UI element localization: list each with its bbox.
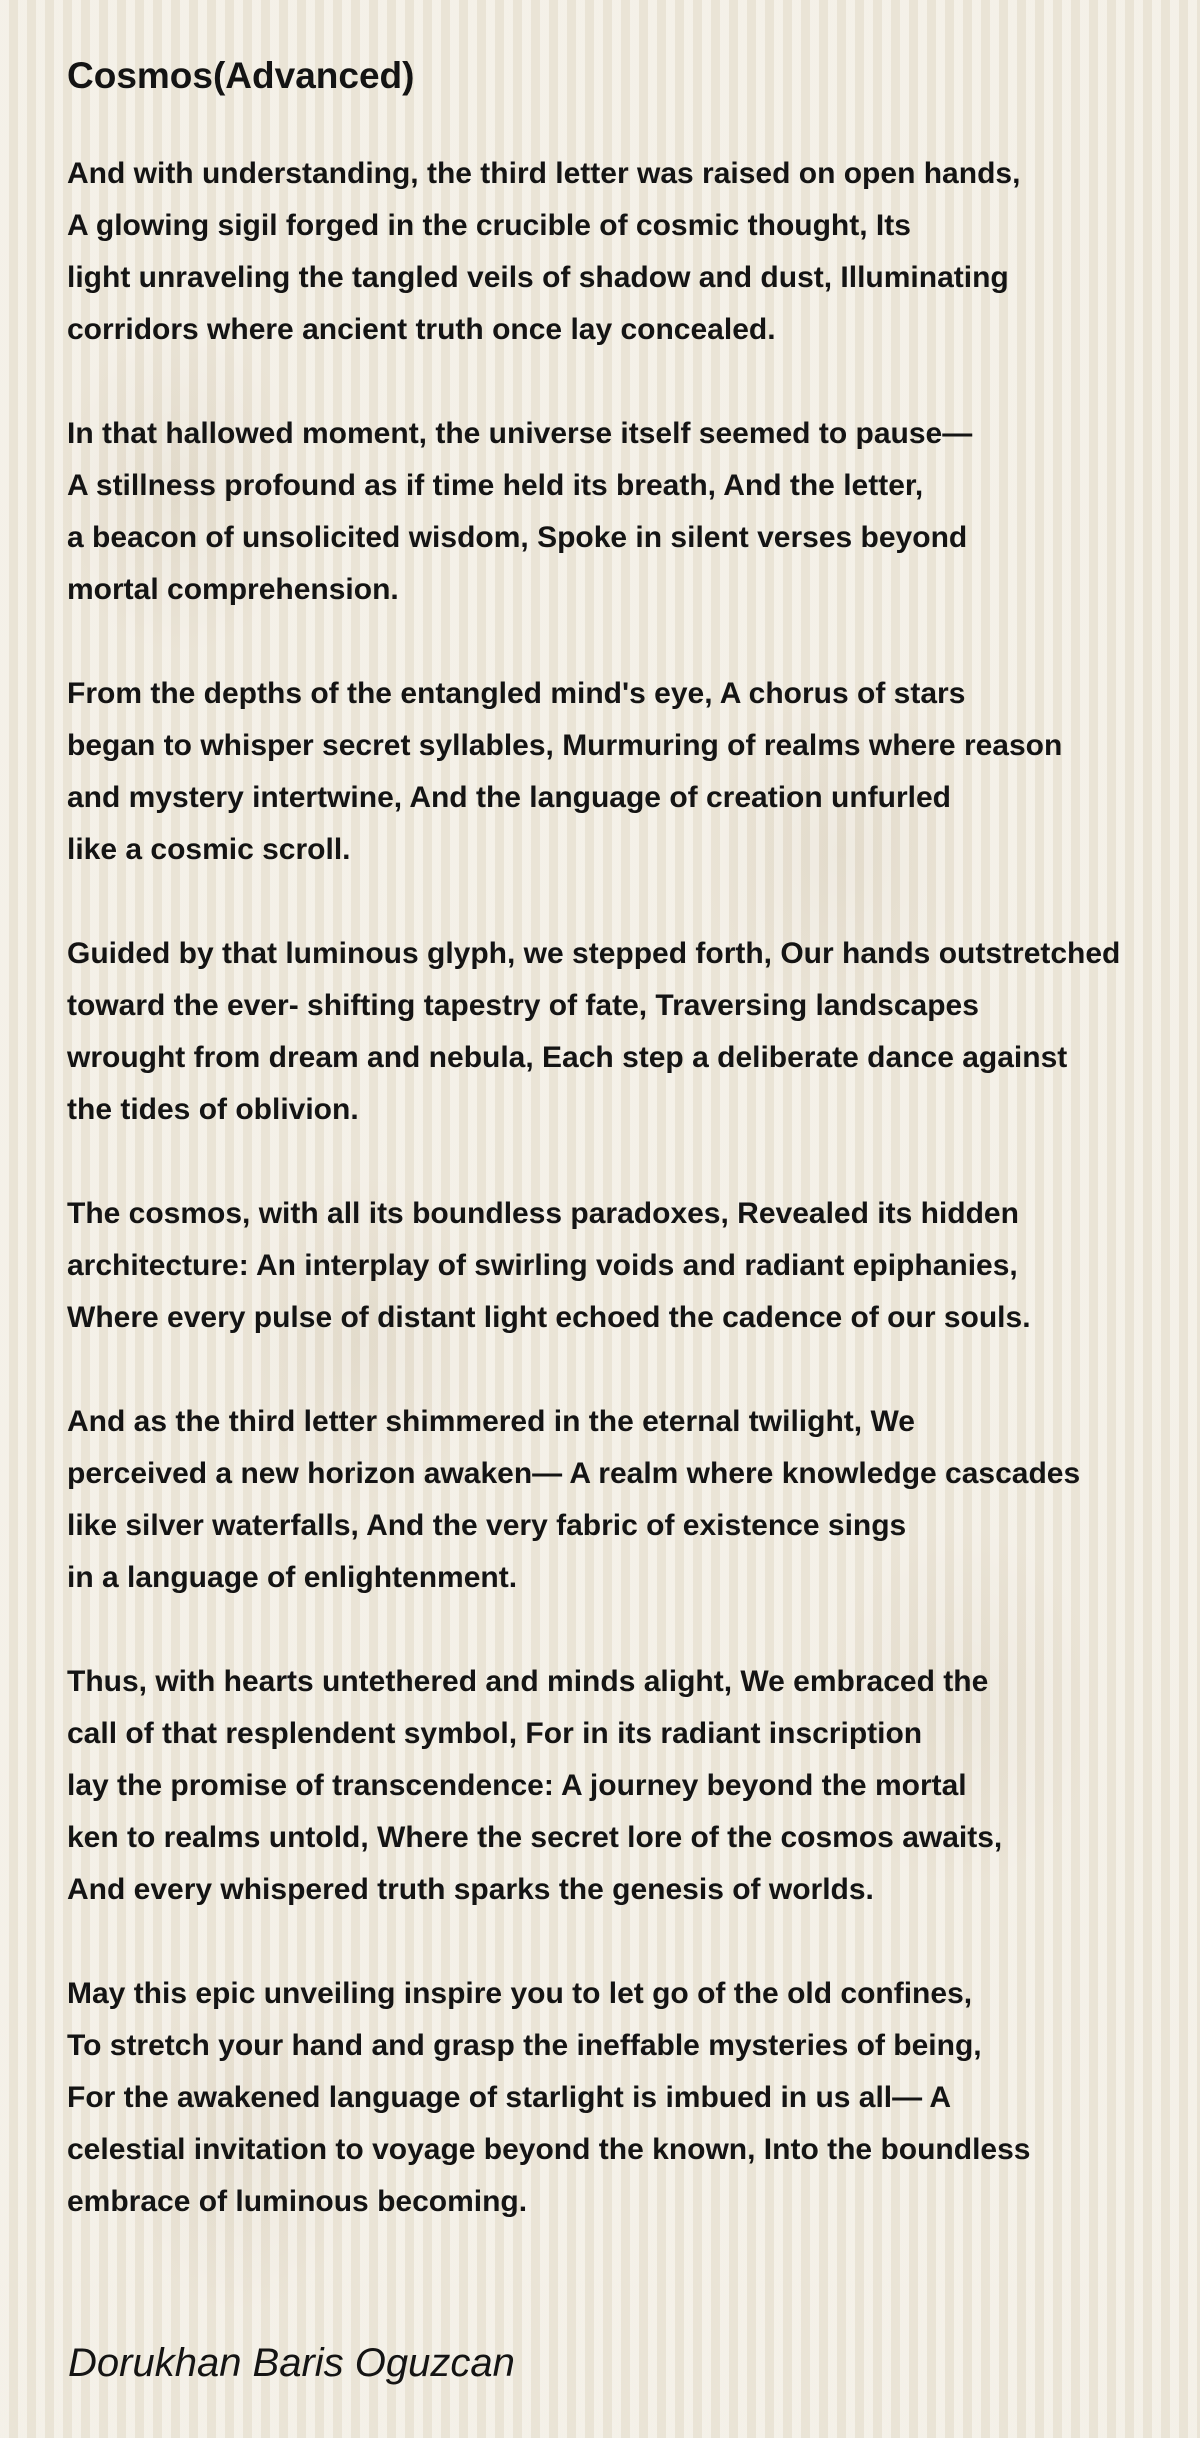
poem-line: And every whispered truth sparks the genesis of worlds. bbox=[67, 1873, 874, 1906]
poem-line: like a cosmic scroll. bbox=[67, 833, 351, 866]
poem-line: From the depths of the entangled mind's eye, A chorus of stars bbox=[67, 677, 966, 710]
poem-line: light unraveling the tangled veils of shadow and dust, Illuminating bbox=[67, 261, 1009, 294]
poem-line: And with understanding, the third letter was raised on open hands, bbox=[67, 157, 1021, 190]
poem-line: a beacon of unsolicited wisdom, Spoke in silent verses beyond bbox=[67, 521, 968, 554]
poem-line: And as the third letter shimmered in the eternal twilight, We bbox=[67, 1405, 915, 1438]
poem-line: toward the ever- shifting tapestry of fate, Traversing landscapes bbox=[67, 989, 979, 1022]
poem-title: Cosmos(Advanced) bbox=[67, 55, 415, 96]
poem-line: mortal comprehension. bbox=[67, 573, 399, 606]
poem-line: For the awakened language of starlight is imbued in us all— A bbox=[67, 2081, 952, 2114]
poem-line: The cosmos, with all its boundless paradoxes, Revealed its hidden bbox=[67, 1197, 1019, 1230]
poem-line: May this epic unveiling inspire you to let go of the old confines, bbox=[67, 1977, 973, 2010]
poem-line: like silver waterfalls, And the very fabric of existence sings bbox=[67, 1509, 907, 1542]
stanza bbox=[67, 1968, 1200, 2228]
poem-line: Where every pulse of distant light echoed the cadence of our souls. bbox=[67, 1301, 1031, 1334]
stanza bbox=[67, 668, 1200, 876]
poem-line: celestial invitation to voyage beyond the known, Into the boundless bbox=[67, 2133, 1031, 2166]
poem-line: Thus, with hearts untethered and minds alight, We embraced the bbox=[67, 1665, 989, 1698]
poem-line: ken to realms untold, Where the secret lore of the cosmos awaits, bbox=[67, 1821, 1003, 1854]
poem-line: In that hallowed moment, the universe itself seemed to pause— bbox=[67, 417, 973, 450]
poem-body bbox=[67, 148, 1200, 2280]
poem-author: Dorukhan Baris Oguzcan bbox=[68, 2341, 515, 2385]
stanza bbox=[67, 408, 1200, 616]
poem-line: lay the promise of transcendence: A journey beyond the mortal bbox=[67, 1769, 967, 1802]
poem-line: To stretch your hand and grasp the ineffable mysteries of being, bbox=[67, 2029, 982, 2062]
stanza bbox=[67, 928, 1200, 1136]
poem-line: Guided by that luminous glyph, we stepped forth, Our hands outstretched bbox=[67, 937, 1121, 970]
stanza bbox=[67, 1396, 1200, 1604]
poem-line: in a language of enlightenment. bbox=[67, 1561, 518, 1594]
stanza bbox=[67, 148, 1200, 356]
poem-line: began to whisper secret syllables, Murmuring of realms where reason bbox=[67, 729, 1063, 762]
poem-line: perceived a new horizon awaken— A realm where knowledge cascades bbox=[67, 1457, 1081, 1490]
poem-line: embrace of luminous becoming. bbox=[67, 2185, 528, 2218]
poem-line: corridors where ancient truth once lay concealed. bbox=[67, 313, 776, 346]
poem-line: architecture: An interplay of swirling voids and radiant epiphanies, bbox=[67, 1249, 1018, 1282]
stanza bbox=[67, 1188, 1200, 1344]
poem-line: A stillness profound as if time held its breath, And the letter, bbox=[67, 469, 924, 502]
poem-line: A glowing sigil forged in the crucible of cosmic thought, Its bbox=[67, 209, 911, 242]
stanza bbox=[67, 1656, 1200, 1916]
poem-line: call of that resplendent symbol, For in its radiant inscription bbox=[67, 1717, 923, 1750]
poem-line: wrought from dream and nebula, Each step a deliberate dance against bbox=[67, 1041, 1068, 1074]
poem-line: the tides of oblivion. bbox=[67, 1093, 359, 1126]
poem-line: and mystery intertwine, And the language of creation unfurled bbox=[67, 781, 952, 814]
